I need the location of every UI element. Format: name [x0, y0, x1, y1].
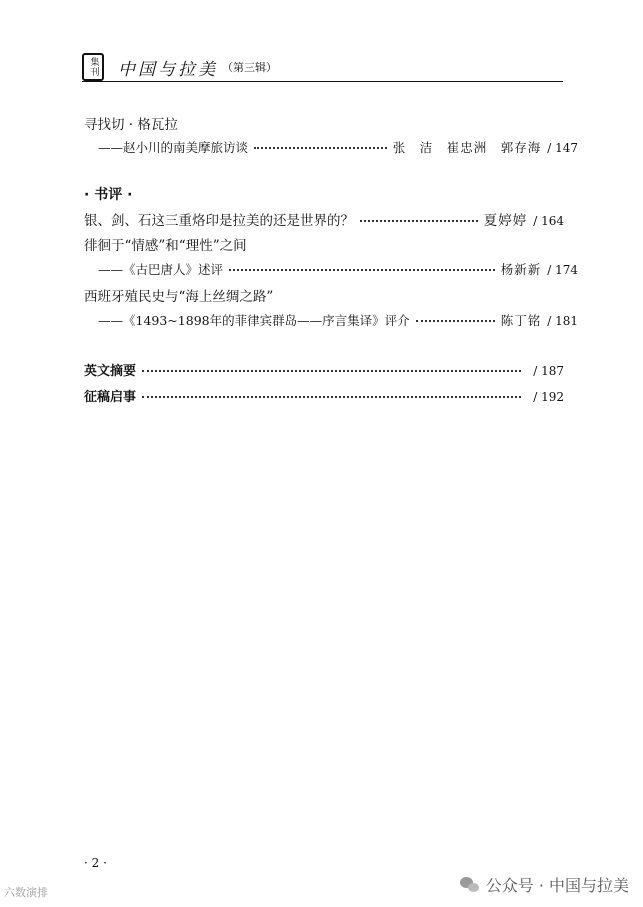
entry-title: 英文摘要: [84, 364, 137, 379]
entry-title: 寻找切 · 格瓦拉: [84, 117, 178, 133]
entry-page: / 187: [533, 364, 564, 378]
entry-author: 夏婷婷: [483, 213, 528, 229]
entry-title: 银、剑、石这三重烙印是拉美的还是世界的？: [84, 213, 354, 229]
watermark-left: 六数演排: [4, 886, 48, 899]
running-header: [82, 50, 277, 84]
entry-title: 征稿启事: [84, 390, 137, 405]
page-number: · 2 ·: [84, 856, 107, 870]
entry-author: 杨新新: [500, 262, 542, 277]
edition-label: （第三辑）: [222, 61, 277, 74]
section-heading: · 书评 ·: [84, 187, 133, 203]
entry-subtitle: ——赵小川的南美摩旅访谈: [98, 140, 249, 155]
wechat-watermark: [460, 873, 629, 896]
entry-author: 张 洁 崔忠洲 郭存海: [392, 140, 542, 155]
entry-title: 西班牙殖民史与“海上丝绸之路”: [84, 289, 274, 305]
header-rule: [82, 81, 563, 82]
entry-page: / 174: [547, 263, 578, 277]
entry-page: / 181: [547, 314, 578, 328]
entry-author: 陈丁铭: [500, 313, 542, 328]
toc-entry: [84, 360, 564, 380]
entry-page: / 164: [533, 214, 564, 228]
toc-entry: [84, 113, 564, 133]
leader-dots: [254, 146, 387, 149]
toc-entry: [84, 209, 564, 229]
leader-dots: [229, 268, 495, 271]
book-title: 中国与拉美: [118, 59, 218, 80]
toc-entry: [84, 386, 564, 406]
toc-entry: [84, 138, 578, 158]
entry-page: / 192: [533, 390, 564, 404]
watermark-text: 公众号 · 中国与拉美: [485, 876, 629, 895]
entry-page: / 147: [547, 141, 578, 155]
toc-entry: [84, 260, 578, 280]
toc-entry: [84, 311, 578, 331]
journal-logo: 集刊: [82, 53, 104, 81]
wechat-icon: [460, 877, 480, 893]
toc-entry: [84, 234, 564, 254]
entry-subtitle: ——《古巴唐人》述评: [98, 262, 224, 277]
leader-dots: [142, 369, 521, 372]
leader-dots: [142, 395, 521, 398]
toc-entry: [84, 285, 564, 305]
entry-title: 徘徊于“情感”和“理性”之间: [84, 238, 247, 254]
leader-dots: [416, 319, 495, 322]
entry-subtitle: ——《1493~1898年的菲律宾群岛——序言集译》评介: [98, 313, 410, 328]
leader-dots: [360, 219, 478, 222]
